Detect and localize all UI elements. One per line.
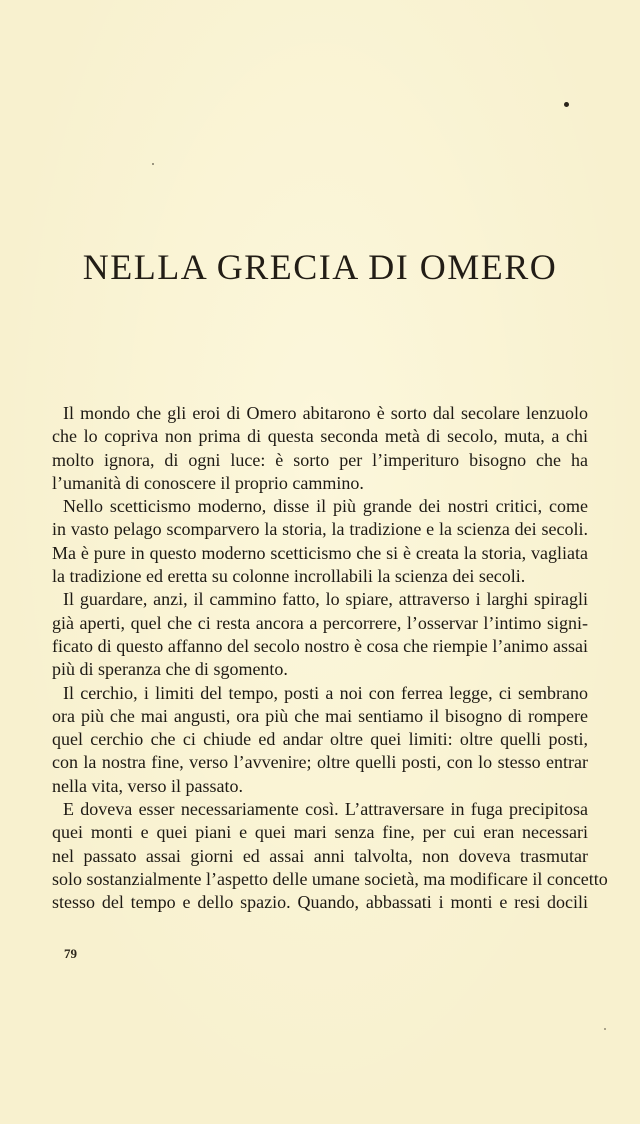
- paragraph: [52, 402, 588, 495]
- text-line: Ma è pure in questo moderno scetticismo che si è creata la storia, vagliata: [52, 542, 588, 563]
- ink-speck: [564, 102, 569, 107]
- paragraph: [52, 495, 588, 588]
- text-line: E doveva esser necessariamente così. L’attraversare in fuga precipitosa: [63, 799, 588, 820]
- ink-speck: [152, 163, 154, 165]
- text-line: quel cerchio che ci chiude ed andar oltre quei limiti: oltre quelli posti,: [52, 729, 588, 750]
- ink-speck: [604, 1028, 606, 1030]
- chapter-title: NELLA GRECIA DI OMERO: [82, 247, 558, 287]
- paragraph: [52, 588, 588, 681]
- paragraph: [52, 682, 588, 798]
- text-line: la tradizione ed eretta su colonne incrollabili la scienza dei secoli.: [52, 566, 526, 587]
- text-line: quei monti e quei piani e quei mari senza fine, per cui eran necessari: [52, 822, 588, 843]
- text-line: solo sostanzialmente l’aspetto delle umane società, ma modificare il concetto: [52, 868, 608, 889]
- text-line: più di speranza che di sgomento.: [52, 659, 288, 680]
- body-text: [52, 402, 608, 915]
- text-line: già aperti, quel che ci resta ancora a percorrere, l’osservar l’intimo signi-: [52, 612, 588, 633]
- text-line: stesso del tempo e dello spazio. Quando, abbassati i monti e resi docili: [52, 892, 588, 913]
- text-line: con la nostra fine, verso l’avvenire; oltre quelli posti, con lo stesso entrar: [52, 752, 588, 773]
- text-line: l’umanità di conoscere il proprio cammino.: [52, 472, 364, 493]
- text-line: in vasto pelago scomparvero la storia, la tradizione e la scienza dei secoli.: [52, 519, 588, 540]
- text-line: Il cerchio, i limiti del tempo, posti a noi con ferrea legge, ci sembrano: [63, 682, 588, 703]
- paragraph: [52, 798, 608, 914]
- text-line: molto ignora, di ogni luce: è sorto per l’imperituro bisogno che ha: [52, 449, 588, 470]
- text-line: Nello scetticismo moderno, disse il più grande dei nostri critici, come: [63, 496, 588, 517]
- text-line: che lo copriva non prima di questa seconda metà di secolo, muta, a chi: [52, 426, 588, 447]
- text-line: ora più che mai angusti, ora più che mai sentiamo il bisogno di rompere: [52, 705, 588, 726]
- page-number: 79: [64, 946, 77, 961]
- text-line: nel passato assai giorni ed assai anni talvolta, non doveva trasmutar: [52, 845, 588, 866]
- text-line: nella vita, verso il passato.: [52, 775, 243, 796]
- text-line: ficato di questo affanno del secolo nostro è cosa che riempie l’animo assai: [52, 635, 588, 656]
- text-line: Il guardare, anzi, il cammino fatto, lo spiare, attraverso i larghi spiragli: [63, 589, 588, 610]
- text-line: Il mondo che gli eroi di Omero abitarono è sorto dal secolare lenzuolo: [63, 403, 588, 423]
